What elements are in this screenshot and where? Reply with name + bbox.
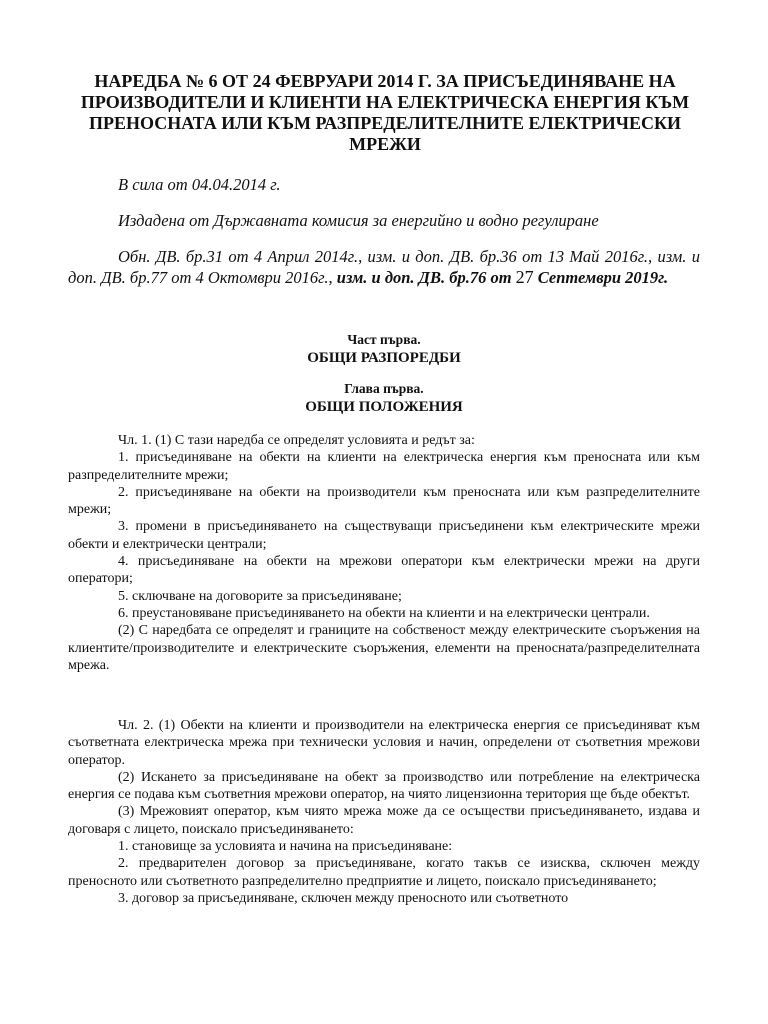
chapter-heading [68, 380, 700, 416]
article-1-item: 3. промени в присъединяването на съществуващи присъединени към електрическите мрежи обекти и електрически централи; [68, 519, 700, 552]
article-2-para-1: Чл. 2. (1) Обекти на клиенти и производители на електрическа енергия се присъединяват към съответната електрическа мрежа при технически условия и начин, определени от съответния мрежови оператор. [68, 718, 700, 768]
chapter-title: ОБЩИ ПОЛОЖЕНИЯ [305, 399, 463, 415]
article-1-para-2: (2) С наредбата се определят и границите на собственост между електрическите съоръжения на клиентите/производителите и електрическите съоръжения, елементи на преносната/разпределителната мрежа. [68, 623, 700, 673]
article-1-item: 1. присъединяване на обекти на клиенти на електрическа енергия към преносната или към разпределителните мрежи; [68, 450, 700, 483]
publication-info [68, 246, 700, 288]
issuing-authority: Издадена от Държавната комисия за енергийно и водно регулиране [118, 211, 599, 230]
publication-day: 27 [515, 267, 534, 287]
publication-part2: изм. и доп. ДВ. бр.76 от [336, 268, 516, 287]
article-2-item: 1. становище за условията и начина на присъединяване: [118, 839, 453, 855]
article-2-para-2: (2) Искането за присъединяване на обект за производство или потребление на електрическа енергия се подава към съответния мрежови оператор, на чиято лицензионна територия ще бъде обектът. [68, 769, 700, 803]
article-2-item: 2. предварителен договор за присъединяване, когато такъв се изисква, сключен между преносното или съответното разпределително предприятие и лицето, поискало присъединяването; [68, 856, 700, 889]
article-2 [68, 717, 700, 907]
article-1-item: 2. присъединяване на обекти на производители към преносната или към разпределителните мрежи; [68, 484, 700, 518]
part-heading [68, 331, 700, 367]
part-title: ОБЩИ РАЗПОРЕДБИ [307, 350, 461, 366]
article-1-intro: Чл. 1. (1) С тази наредба се определят условията и редът за: [118, 433, 475, 448]
publication-part4: Септември 2019г. [533, 268, 669, 287]
document-title: НАРЕДБА № 6 ОТ 24 ФЕВРУАРИ 2014 Г. ЗА ПРИСЪЕДИНЯВАНЕ НА ПРОИЗВОДИТЕЛИ И КЛИЕНТИ НА ЕЛЕКТРИЧЕСКА ЕНЕРГИЯ КЪМ ПРЕНОСНАТА ИЛИ КЪМ РАЗПРЕДЕЛИТЕЛНИТЕ ЕЛЕКТРИЧЕСКИ МРЕЖИ [80, 71, 690, 154]
article-1-item: 4. присъединяване на обекти на мрежови оператори към електрически мрежи на други оператори; [68, 554, 700, 587]
article-1-item: 5. сключване на договорите за присъединяване; [118, 588, 402, 604]
chapter-label: Глава първа. [344, 381, 424, 396]
part-label: Част първа. [347, 332, 421, 347]
publication-part1: Обн. ДВ. бр.31 от 4 Април 2014г., изм. и доп. ДВ. бр.36 от 13 Май 2016г., изм. и доп. ДВ. бр.77 от 4 Октомври 2016г., [68, 247, 700, 287]
article-1 [68, 432, 700, 674]
article-2-item: 3. договор за присъединяване, сключен между преносното или съответното [118, 890, 569, 906]
article-2-para-3: (3) Мрежовият оператор, към чиято мрежа може да се осъществи присъединяването, издава и договаря с лицето, поискало присъединяването: [68, 804, 700, 837]
in-force-date: В сила от 04.04.2014 г. [118, 175, 281, 194]
article-1-item: 6. преустановяване присъединяването на обекти на клиенти и на електрически централи. [118, 605, 650, 621]
